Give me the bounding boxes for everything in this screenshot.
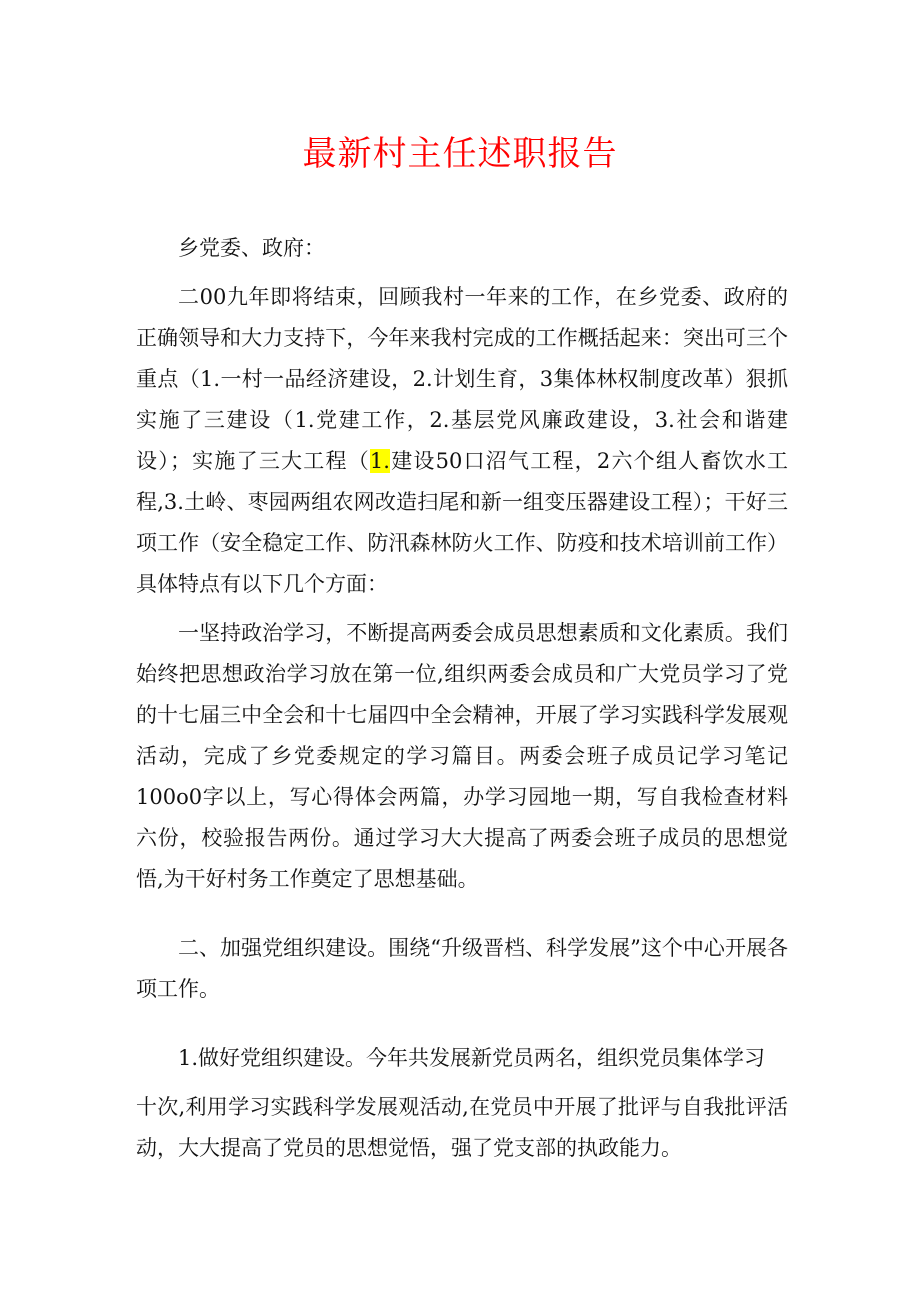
document-body [136, 228, 788, 1169]
intro-text-before: 二00九年即将结束，回顾我村一年来的工作，在乡党委、政府的正确领导和大力支持下，今年来我村完成的工作概括起来：突出可三个重点（1.一村一品经济建设，2.计划生育，3集体林权制度改革）狠抓实施了三建设（1.党建工作，2.基层党风廉政建设，3.社会和谐建设）；实施了三大工程（ [136, 285, 788, 473]
salutation: 乡党委、政府： [178, 236, 325, 260]
highlighted-text: 1. [369, 449, 390, 473]
paragraph-intro [136, 277, 788, 605]
paragraph-party-building: 二、加强党组织建设。围绕“升级晋档、科学发展”这个中心开展各项工作。 [136, 936, 788, 1001]
paragraph-political-study: 一坚持政治学习，不断提高两委会成员思想素质和文化素质。我们始终把思想政治学习放在第一位,组织两委会成员和广大党员学习了党的十七届三中全会和十七届四中全会精神，开展了学习实践科学发展观活动，完成了乡党委规定的学习篇目。两委会班子成员记学习笔记100o0字以上，写心得体会两篇，办学习园地一期，写自我检查材料六份，校验报告两份。通过学习大大提高了两委会班子成员的思想觉悟,为干好村务工作奠定了思想基础。 [136, 621, 788, 891]
document-title: 最新村主任述职报告 [302, 134, 618, 174]
paragraph-item-1-continued: 十次,利用学习实践科学发展观活动,在党员中开展了批评与自我批评活动，大大提高了党员的思想觉悟，强了党支部的执政能力。 [136, 1095, 788, 1160]
intro-text-after: 建设50口沼气工程，2六个组人畜饮水工程,3.土岭、枣园两组农网改造扫尾和新一组变压器建设工程）；干好三项工作（安全稳定工作、防汛森林防火工作、防疫和技术培训前工作）具体特点有以下几个方面： [136, 449, 788, 596]
paragraph-item-1: 1.做好党组织建设。今年共发展新党员两名，组织党员集体学习 [178, 1046, 766, 1070]
